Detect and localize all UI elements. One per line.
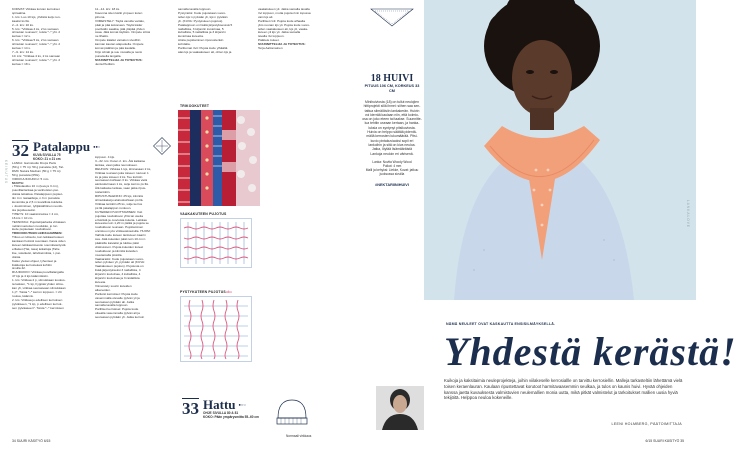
weft-label: VAAKAKUTEEN PUJOTUS: [180, 212, 227, 216]
text-line: ta laskien, *1 kp, hyppää yhden silmu-: [12, 282, 65, 287]
text-line: rivi loppuun, mutta pujota rivin lopussa: [258, 10, 311, 15]
text-line: 1 p*. Toista *–* kerron loppuun. = 24: [12, 289, 62, 294]
fabrics-label: TRIKOOKUTEET: [180, 104, 210, 108]
text-line: KUTEIDEN PUJOTTAMINEN: Voit: [95, 209, 143, 214]
text-line: tellen kjs:n pylvään yli, kjs:n pylvään: [178, 14, 228, 19]
text-line: Terja Aaltomainen: [258, 46, 283, 51]
text-line: kirjanrin kuviolnaa, 4 kuballista, 4: [95, 272, 141, 277]
text-line: (50 g = 75 m): 50 g punaista (12), Tal-: [12, 164, 64, 169]
text-line: kan yli, virkkaa seuraavaan silmukkaan: [12, 286, 66, 290]
text-line: REUNUS: Virkkaa 1 kjs, kiinnasaan 2 ks,: [95, 166, 152, 171]
text-line: luksia on syntynyt pitsikuviosta.: [368, 125, 416, 130]
text-line: 47 kjs ja 4 kjs käännöksiin.: [12, 274, 49, 279]
text-line: Aloita pujottaminen riponuslenkin: [178, 38, 224, 43]
hat-sketch-icon: [272, 392, 312, 432]
text-line: kaaksi ks:llä.: [12, 18, 30, 23]
text-line: erivärisiä ja -kuvioisia kuteita. Leikkaa: [95, 217, 147, 222]
text-line: vasemmalla olevalle pylvän yli ja: [95, 295, 140, 300]
text-line: poolivälin saakka, jätä yläpää yhden: [95, 26, 145, 31]
text-line: silmukan reunaan", toista *–* yht. 2: [12, 42, 61, 47]
text-line: TIHEYS: 10 vaaksinnuksa = 4 cm,: [12, 211, 60, 216]
text-line: KORVAT: Virkkaa korvan kerrokset: [12, 7, 60, 11]
text-line: puuvillanlankaa ja vanhoista t-pai-: [12, 188, 59, 193]
text-line: 1. krs: Luo 10 kjs, yhdistä ketju ren-: [12, 14, 61, 19]
text-line: ylös reunan kjs yli. Pujota kude vuoro-: [258, 22, 311, 27]
text-line: ruudukkoon ja kiinnitä kuteiden: [95, 248, 138, 253]
text-line: • Tilkkulaukku 10 m (leveys 3 cm),: [12, 184, 59, 189]
text-line: tattua silmälöisiin lankakerän. Huivin: [364, 108, 420, 113]
text-line: vaakakuteen yli. Jatka samalla tavalla: [258, 7, 310, 11]
text-line: samalla tavalla loppuun.: [178, 7, 212, 11]
text-line: Viimeistely suurin kuteiden: [95, 283, 132, 288]
warp-weaving-chart: [180, 296, 252, 362]
text-line: Malli ja kehyksi: Liekke, Kuvat: jatkuu: [365, 168, 419, 173]
text-line: doista.: [12, 254, 22, 259]
text-line: pylväiseen, *1 kp, p edellisen kerrok-: [12, 301, 63, 306]
hat-number: 33: [182, 399, 199, 418]
warp-start-marker: alku: [226, 290, 232, 294]
text-line: tavalla rivi loppuun.: [258, 34, 285, 39]
text-line: yli. (KUVA: Pystykuteen pujotus).: [178, 18, 224, 23]
text-line: alkeneiden.: [95, 287, 111, 292]
pattern-heading-patalappu: [12, 140, 100, 161]
pattern-page-ref: KUVA SIVULLA 75: [33, 153, 61, 157]
text-line: Kavenna siten kärki ympeen kuten: [95, 10, 143, 15]
text-line: vain kjs ali.: [258, 14, 274, 19]
text-line: 50 g punaista (05G).: [12, 172, 41, 177]
text-line: johona.: [95, 14, 106, 19]
text-line: sivulla 42.: [12, 266, 26, 271]
pattern-number: 32: [12, 141, 29, 160]
shawl-sketch-icon: [362, 6, 422, 33]
text-line: • Joustimiinen, tyhjiästähtinen reunik-: [12, 203, 63, 208]
text-line: viisikuvioon. Pujota kuteiden kuteet: [95, 244, 144, 249]
text-line: ps:llä patalappun runkoon.: [95, 205, 132, 210]
text-line: SUUNNITTELIJA JA TOTEUTUS:: [95, 57, 143, 62]
hat-title: Hattu: [203, 397, 236, 412]
sketch-caption: Normaali virkkaus: [286, 434, 312, 438]
fabric-strips-photo: [178, 110, 260, 206]
text-line: alas kjs ja vaakakuteen ali, ohten kjs ja: [178, 49, 232, 54]
text-line: 2. krs: Virkkaa jo edellisen kerroksen: [12, 297, 63, 302]
text-line: doista leikattua. Patalappuun pujotet-: [12, 192, 63, 197]
pattern-description: [362, 100, 422, 156]
text-line: ks ja joka toiseen 2 ks. Tee kulmiin: [95, 174, 143, 179]
text-line: 11.–14. krs: 18 ks.: [95, 7, 121, 11]
text-line: 2.–4. krs: 10 ks.: [12, 22, 34, 27]
text-line: sen pylväaseen*. Toista *–* kerroksen: [12, 305, 64, 310]
text-line: onnistuu myös virkkauskoukulla. HUOM:: [95, 229, 151, 234]
text-line: ssaa. Jätä korvat täyttäm. Ompele silmä: [95, 30, 151, 35]
text-line: tellen pylväen yli, pylvään ali (KUVA:: [95, 260, 145, 265]
column-1-lower: [12, 162, 76, 310]
text-line: kuballista, 5 raidallista ja 3 kirjanrin: [178, 30, 226, 35]
text-line: Päättele kuteet.: [258, 38, 280, 43]
text-line: 7.–9. krs: 14 ks.: [12, 49, 34, 54]
text-line: Vaakarailot: Kude pujotetaan vuoro-: [95, 256, 145, 261]
text-line: Paritoist kerrokset: Pujota kude: [95, 291, 138, 296]
text-line: korvat päähän ja pää kaulalle.: [95, 46, 137, 51]
text-line: tuslenkkiin.: [95, 190, 111, 195]
right-footer: 6/15 SUURI KÄSITYÖ 35: [645, 439, 684, 443]
text-line: Ompele käädet varsalon sivulihin: [95, 38, 141, 43]
pattern-number-title: 18 HUIVI: [370, 73, 414, 84]
text-line: kuteesta noin 1,20 m pätkä ja pujota se: [95, 221, 149, 226]
weft-weaving-chart: [180, 218, 252, 268]
feature-title: Yhdestä kerästä!: [444, 329, 737, 374]
text-line: kankaan holoisti suuntaan. Kaiva viden: [12, 239, 66, 244]
pattern-heading-hattu: [182, 398, 259, 419]
text-line: neliönmuotoisen ruudukko, jo Ion: [12, 223, 58, 228]
hero-photo: [424, 0, 696, 300]
text-line: lisätietoja kerrostekeä kohtiin: [12, 262, 52, 267]
left-page: [0, 0, 348, 450]
text-line: lua tehtiin useaan kertaan, ja hanka-: [364, 121, 420, 126]
text-line: Patalappuun on lisätä järjestyksesssä 5: [178, 22, 233, 27]
text-line: Älä katkaise lankaa, vaan jatka ripus-: [95, 186, 147, 191]
text-line: kuteen yli kjs yli. Jatka samalla: [258, 30, 301, 35]
pattern-credits: [362, 160, 422, 177]
text-line: Trikoo ei rulloudu, kun leikkaat kuteen: [12, 235, 64, 240]
text-line: Vaihda kude kuteen lankuteen kaarin: [95, 233, 146, 238]
text-line: erllaiset (Hat, tasa) leikattuja (Tahe: [12, 246, 60, 251]
text-line: lankoihin ja sitä on kiva neuloa.: [368, 142, 416, 147]
text-line: Lanka: Novita Woody Wood: [372, 159, 412, 164]
text-line: TEKNIIKKA: Pujotteliparketta virkataan: [12, 219, 66, 224]
text-line: loppuun. 4 kjs.: [95, 155, 115, 159]
text-line: silmukan reunaan", toista *–* yht. 2: [12, 30, 61, 35]
text-line: lisää järjestykseksi 3 raidallista, 4: [95, 268, 141, 273]
text-line: Parilliset rivit: Pujota kude alhaalta: [258, 18, 306, 23]
feature-caption: NÄMÄ NEULEET OVAT KASKAUTTA ENSISILMÄYKSELLÄ.: [446, 322, 556, 326]
text-line: Virkkaa lenkkiin 25 ks, sulje kerros: [95, 201, 143, 206]
text-line: kertaa = 14 s.: [12, 46, 31, 51]
text-line: seuraavan pylvään ali. Jatka: [95, 299, 135, 304]
text-line: lankaa, vaan jatka reunukseen.: [95, 162, 138, 167]
text-line: RUUDUKKO: Virkkaa puuvillalangalla: [12, 270, 64, 275]
editor-signature: LEENI HOLMBERG, PÄÄTOIMITTAJA: [611, 422, 682, 426]
text-line: punaisella langalla.: [95, 53, 122, 58]
text-line: oikealla vasemmalla pylvän ali ja: [95, 311, 140, 316]
text-line: pujottaa ruudukkoon yhtä tai useita: [95, 213, 143, 218]
text-line: MUUTA:: [12, 180, 24, 185]
text-line: aloituskulmaan 1 ks, sulje kerros ps:llä.: [95, 182, 149, 187]
column-3: [178, 8, 250, 55]
text-line: VIRKKUUKOUKKU: 5 mm.: [12, 176, 50, 181]
text-line: TRIKOOKUTEEN LEIKKAAMINEN:: [12, 231, 63, 236]
text-line: 5. krs: "Virkkaa 4 ks, 2 ks samaan: [12, 26, 59, 31]
text-line: kohdalta.: [178, 42, 191, 47]
editor-portrait: [376, 386, 424, 430]
text-line: sia pujotteeseksi.: [12, 207, 36, 212]
text-line: Jenta Pietiläm: [95, 61, 115, 66]
text-line: osa on joko eteen tai taakse. Suunnitte-: [362, 117, 422, 122]
warp-label: PYSTYKUTEEN PUJOTUS: [180, 290, 226, 294]
text-line: SUUNNITTELIJA JA TOTEUTUS:: [258, 42, 306, 47]
text-line: seuraavan kohtaan 3 ks. Virkkaa vielä: [95, 178, 148, 183]
difficulty-dots-icon: ●●○: [93, 144, 101, 149]
text-line: kertaa = 12 s.: [12, 34, 31, 39]
text-line: kuteeta.: [95, 280, 107, 284]
text-line: VIIMEISTELY: Täytä vanulla vartalo,: [95, 18, 145, 23]
pattern-dimensions: PITUUS 106 CM, KORKEUS 33 CM: [364, 84, 420, 93]
hat-size: KOKO: Pään ympärysmitta 55–60 cm: [203, 415, 259, 419]
text-line: muutamalla pistolla.: [95, 252, 123, 257]
text-line: spiraalina.: [12, 10, 27, 15]
text-line: hittiprojekti sillä ihmei: siihen saa sen-: [363, 104, 421, 109]
difficulty-dots-icon: ●○○: [238, 402, 246, 407]
text-line: 1. krs: Virkkaa 4 p, silmukkaan koukus-: [12, 278, 66, 283]
text-line: Virkkaa reunaan joka toiseen ruutuun 1: [95, 170, 149, 175]
text-line: Lankoja neuloin eri värisenä.: [370, 151, 414, 156]
text-line: voi kierrää kaulaan niin, että kolmio-: [364, 112, 420, 117]
text-line: kude pujotetaan ruudukkoon.: [12, 227, 52, 232]
pattern-size: KOKO: 21 x 21 cm: [33, 157, 61, 161]
text-line: samalla tavalla loppuun.: [95, 303, 129, 308]
column-1: [12, 8, 76, 67]
text-line: RIPUSTUSLENKKI: 25 kjs, kiinnitä: [95, 194, 143, 199]
text-line: Parittomat rivit: Pujota kude ylhäältä: [178, 46, 228, 51]
left-side-label: KEINUTUS: [4, 160, 8, 185]
text-line: 6. krs: "Virkkaa 5 ks, 2 ks samaan: [12, 38, 59, 43]
text-line: mällä kerrosten lukumäärää. Pitsi-: [366, 134, 418, 139]
column-2: [95, 8, 167, 67]
text-line: ssa. Jätä kuteiden päät noin 10 cm:n: [95, 237, 146, 242]
potholder-sketch-icon: [152, 136, 172, 156]
text-line: seuraavan pylvään yli. Jatka kerroin: [95, 315, 145, 320]
pattern-info-block: [362, 0, 422, 300]
text-line: pääksille kaivaksi ja lukitse päät: [95, 240, 139, 245]
text-line: DMC Natura Medium (50 g = 75 m):: [12, 168, 62, 173]
text-line: Huivia on helppo säätää pidentä-: [367, 130, 417, 135]
pattern-title: Patalappu: [33, 139, 91, 154]
text-line: pääi ja pää kokonaan. Täytä käder: [95, 22, 143, 27]
right-side-label: LANKALOVE: [686, 200, 690, 228]
text-line: LANKA: Garnstudio Drops Paris: [12, 161, 57, 165]
text-line: juoksussa sivuilla: [379, 172, 405, 177]
text-line: kuviolnaa kuteetta.: [178, 34, 204, 39]
column-4: [258, 8, 330, 51]
hashtag: #NEKTARIINIHUIVI: [375, 182, 409, 187]
text-line: Katso yleiset ohjeet, lyhenteet ja: [12, 258, 57, 263]
left-footer: 34 SUURI KÄSITYÖ 6/15: [12, 439, 51, 443]
text-line: kertaa = 18 s.: [12, 61, 31, 66]
text-line: Minihuiviosta (18) on tullut neulojien: [365, 100, 419, 104]
text-line: kirjanrin kuviolnaa ja 3 raidallista: [95, 276, 140, 281]
text-line: Pystyrailot: Kude pujotetaan vuoro-: [178, 10, 227, 15]
text-line: tellen vaakakuteen ali, kjs yli, vaaka-: [258, 26, 309, 31]
text-line: Kirjo silmät ja suu musalla ja nenä: [95, 49, 142, 54]
text-line: 16 krs = 10 cm.: [12, 215, 34, 220]
text-line: Puikot: 4 mm: [382, 164, 402, 169]
editor-intro: Kuikoja ja kaksitaimia neuleprojekteja, joihin viilakeselle kerrosiallle on tarvittu kerrosiellin. Malleja tarkasteltiin lähettämä vielä toisen keraenlauran. Kaulaan ripustettavat korutoot harmitavaasemmin seulkaa, ja tulos on kaunis huivi. Hyvää ohjeiden kanssa jaetta kuvauksesta valmistuvien neulemallien monia uutta, mikä pitkät valmistelut ja tarkoitukset mallien uusia hyviä tekijöitä. Helppoa neuloa kokeneille.: [444, 378, 683, 401]
text-line: 3.–32. krs: Kuten 2. krs. Älä katkaise: [95, 158, 146, 163]
text-line: Vaakakuteen pujotus). Pujotusta on: [95, 264, 144, 269]
text-line: silmukan reunaan", toista *–* yht. 2: [12, 57, 61, 62]
text-line: tiin 4 m rasiaailtoja, n.3 m punaista: [12, 196, 60, 201]
text-line: 10. krs: "Virkkaa 4 ks, 2 ks samaan: [12, 53, 61, 58]
text-line: ilse, soleikeist, lahvikeimiista, t. pai-: [12, 250, 61, 255]
column-2-lower: [95, 156, 167, 320]
text-line: kuteen leikkaamisesta: soumkieteitystä: [12, 243, 66, 248]
text-line: Jatka, löytää lisämääräistä: [372, 147, 412, 152]
text-line: kuvio pintakuviaoksi sopii eri: [370, 138, 414, 143]
text-line: ne lihakis.: [95, 34, 109, 39]
text-line: kannan kautan alapuolella. Ompele: [95, 42, 144, 47]
text-line: ruudukkoon reunaan. Pujottaminen: [95, 225, 144, 230]
hat-page-ref: OHJE SIVULLA 80 & 81: [203, 411, 239, 415]
text-line: silmukkaketju aloituskohtaan ps:llä.: [95, 197, 144, 202]
text-line: ruutua, käännä.: [12, 293, 34, 298]
text-line: Parilliset kerrokset: Pujota kude: [95, 307, 139, 312]
text-line: kuviointia ja 2,5 m kuvallista kuidetta.: [12, 200, 63, 205]
text-line: raidallista, 3 kirjanrin kuviolnaa, 5: [178, 26, 224, 31]
